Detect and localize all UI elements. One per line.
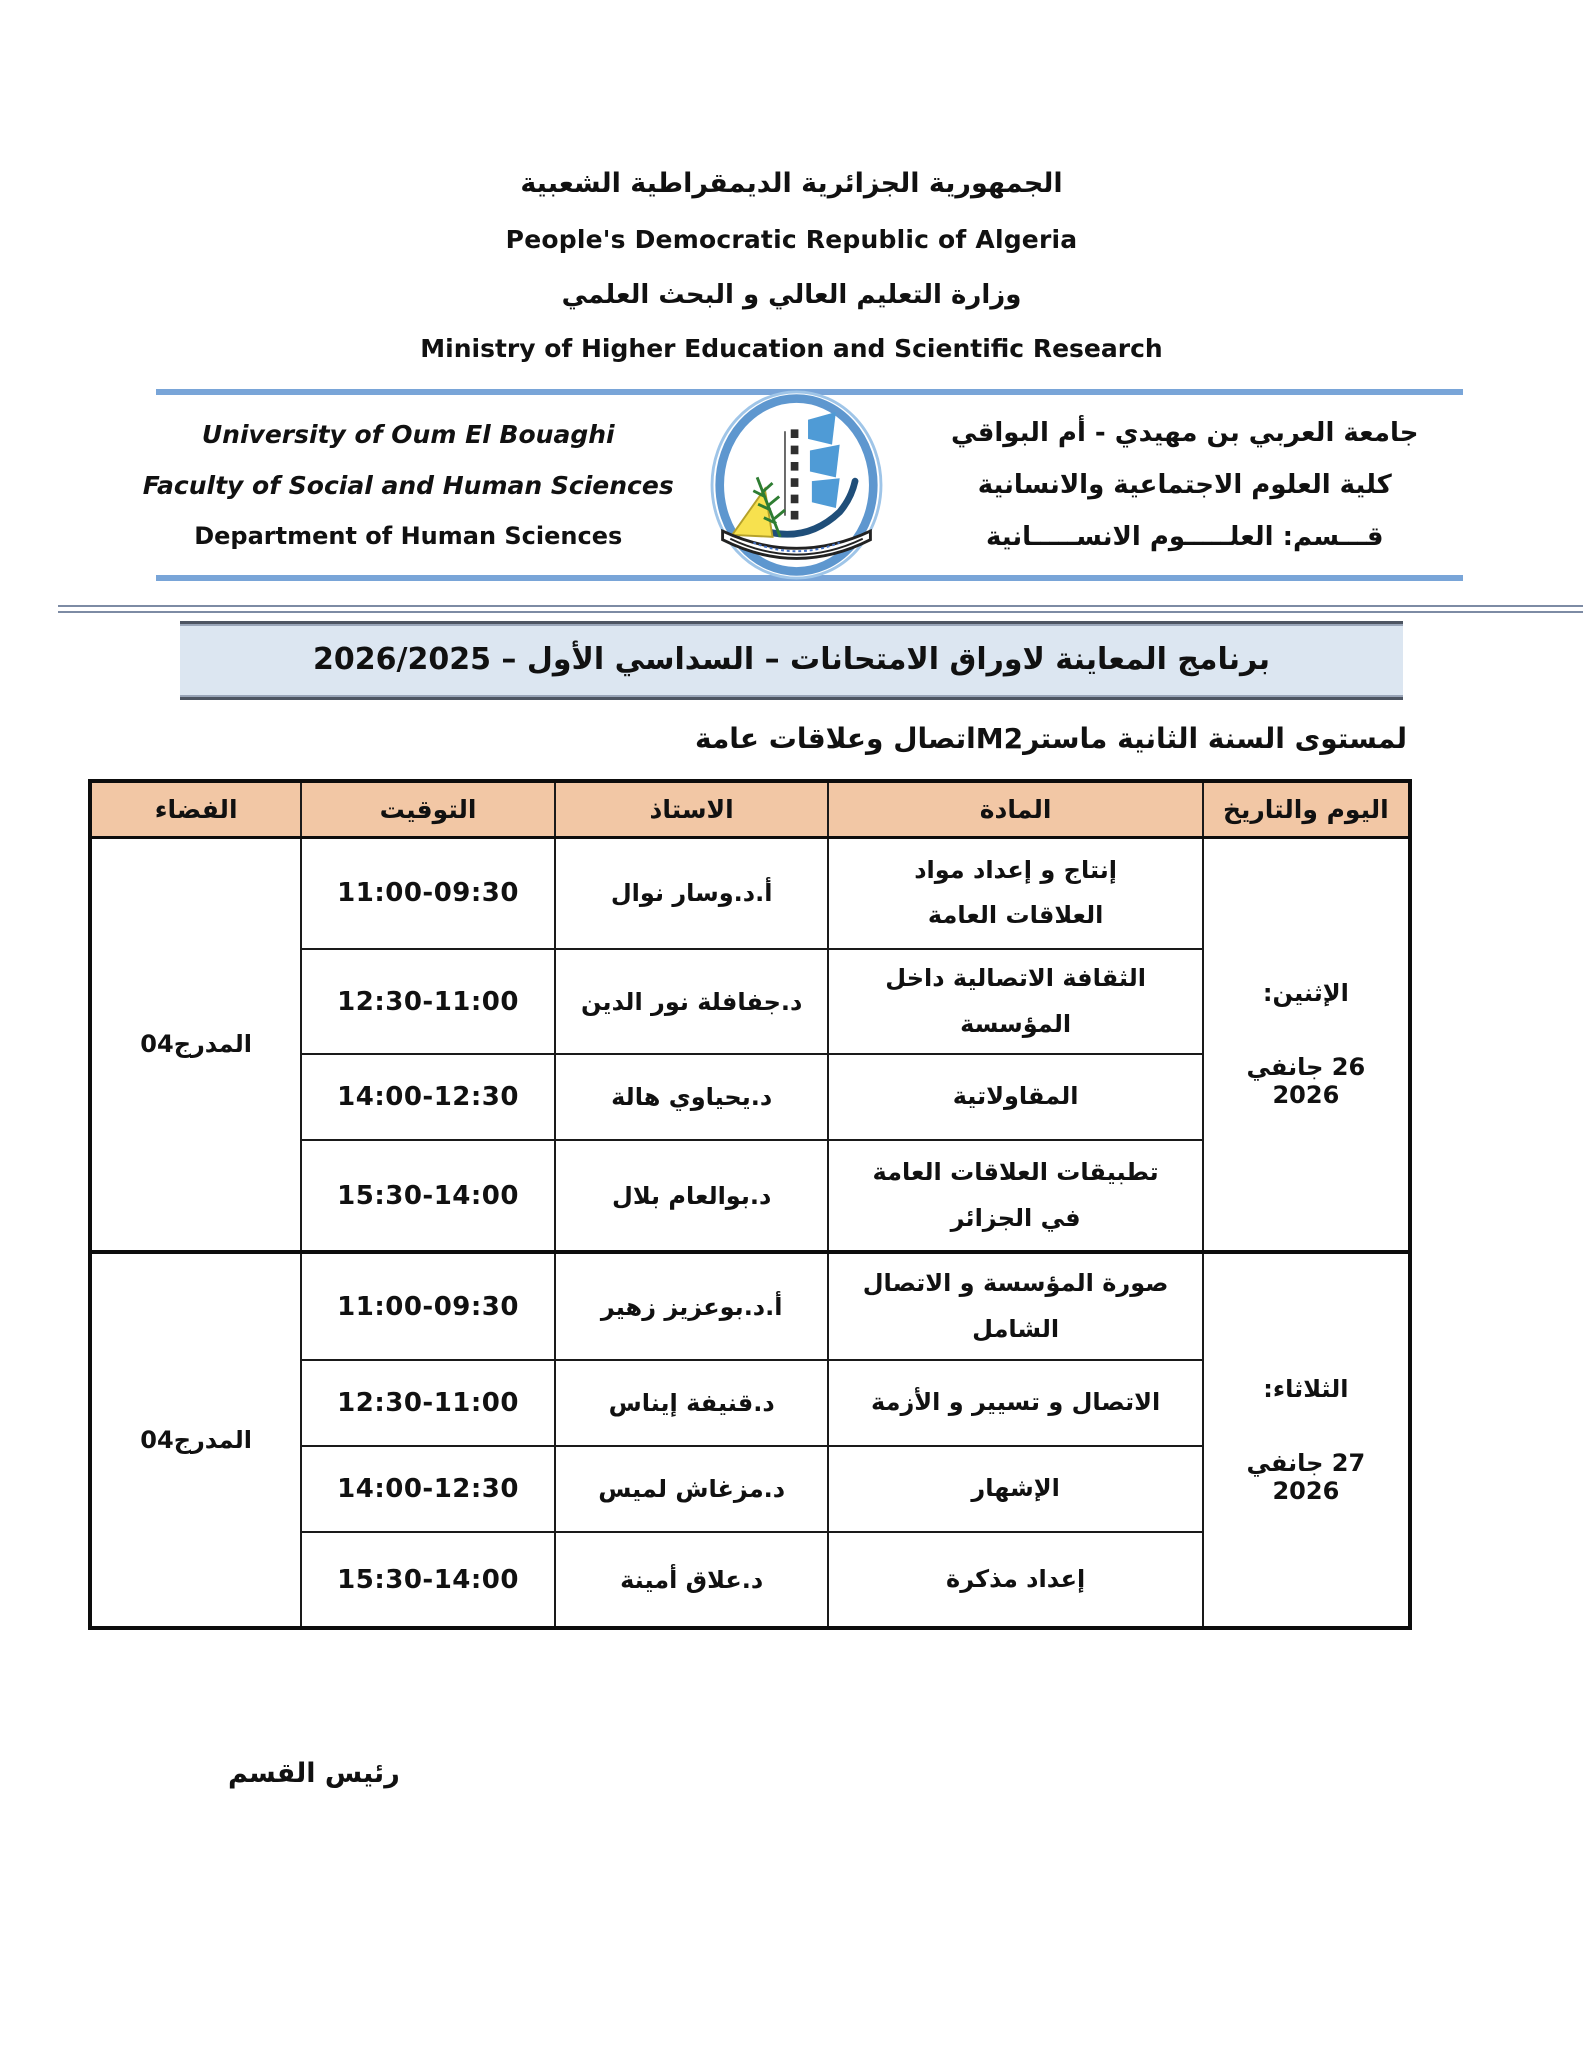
- time-cell: 11:00-09:30: [301, 837, 555, 949]
- subject-cell: الاتصال و تسيير و الأزمة: [828, 1360, 1202, 1446]
- header-room: الفضاء: [90, 781, 301, 837]
- header-professor: الاستاذ: [555, 781, 829, 837]
- professor-cell: د.بوالعام بلال: [555, 1140, 829, 1252]
- header-subject: المادة: [828, 781, 1202, 837]
- exam-schedule-table: [88, 779, 1412, 1630]
- header-day-date: اليوم والتاريخ: [1203, 781, 1410, 837]
- professor-cell: د.علاق أمينة: [555, 1532, 829, 1628]
- program-title-bar: [180, 621, 1403, 700]
- time-cell: 14:00-12:30: [301, 1054, 555, 1140]
- day-label: الإثنين:: [1262, 979, 1349, 1008]
- room-cell-monday: المدرج04: [90, 837, 301, 1252]
- subject-cell: الإشهار: [828, 1446, 1202, 1532]
- time-cell: 11:00-09:30: [301, 1252, 555, 1360]
- program-title: برنامج المعاينة لاوراق الامتحانات – السداسي الأول – 2026/2025: [313, 642, 1270, 677]
- table-row: [90, 837, 1410, 949]
- institution-arabic-block: [907, 418, 1464, 552]
- subject-cell: تطبيقات العلاقات العامة في الجزائر: [828, 1140, 1202, 1252]
- department-name-english: Department of Human Sciences: [194, 522, 623, 550]
- professor-cell: د.مزغاش لميس: [555, 1446, 829, 1532]
- time-cell: 12:30-11:00: [301, 1360, 555, 1446]
- double-rule: [58, 605, 1583, 613]
- document-header: [0, 0, 1583, 363]
- subject-cell: المقاولاتية: [828, 1054, 1202, 1140]
- department-name-arabic: قـــسم: العلـــــوم الانســـــانية: [985, 522, 1384, 552]
- university-name-english: University of Oum El Bouaghi: [201, 420, 615, 449]
- table-header-row: [90, 781, 1410, 837]
- time-cell: 14:00-12:30: [301, 1446, 555, 1532]
- professor-cell: أ.د.بوعزيز زهير: [555, 1252, 829, 1360]
- day-label: الثلاثاء:: [1263, 1375, 1349, 1404]
- subject-cell: إعداد مذكرة: [828, 1532, 1202, 1628]
- table-row: [90, 1252, 1410, 1360]
- ministry-title-arabic: وزارة التعليم العالي و البحث العلمي: [561, 280, 1022, 310]
- time-cell: 15:30-14:00: [301, 1532, 555, 1628]
- department-head-signature: رئيس القسم: [228, 1758, 400, 1790]
- day-date: 26 جانفي 2026: [1246, 1053, 1366, 1110]
- header-time: التوقيت: [301, 781, 555, 837]
- republic-title-english: People's Democratic Republic of Algeria: [505, 225, 1078, 254]
- time-cell: 15:30-14:00: [301, 1140, 555, 1252]
- level-subtitle: لمستوى السنة الثانية ماسترM2اتصال وعلاقات عامة: [694, 722, 1407, 755]
- time-cell: 12:30-11:00: [301, 949, 555, 1054]
- subject-cell: صورة المؤسسة و الاتصال الشامل: [828, 1252, 1202, 1360]
- subject-cell: الثقافة الاتصالية داخل المؤسسة: [828, 949, 1202, 1054]
- room-cell-tuesday: المدرج04: [90, 1252, 301, 1628]
- faculty-name-arabic: كلية العلوم الاجتماعية والانسانية: [977, 470, 1392, 500]
- university-logo: [687, 389, 907, 581]
- institution-english-block: [130, 420, 687, 550]
- professor-cell: د.جفافلة نور الدين: [555, 949, 829, 1054]
- university-emblem-icon: [694, 389, 899, 581]
- ministry-title-english: Ministry of Higher Education and Scientific Research: [420, 334, 1163, 363]
- professor-cell: أ.د.وسار نوال: [555, 837, 829, 949]
- faculty-name-english: Faculty of Social and Human Sciences: [142, 471, 674, 500]
- professor-cell: د.يحياوي هالة: [555, 1054, 829, 1140]
- institution-band: [130, 395, 1463, 575]
- university-name-arabic: جامعة العربي بن مهيدي - أم البواقي: [951, 418, 1419, 448]
- subject-cell: إنتاج و إعداد مواد العلاقات العامة: [828, 837, 1202, 949]
- republic-title-arabic: الجمهورية الجزائرية الديمقراطية الشعبية: [520, 168, 1063, 199]
- day-date: 27 جانفي 2026: [1246, 1449, 1366, 1506]
- professor-cell: د.قنيفة إيناس: [555, 1360, 829, 1446]
- day-cell-monday: [1203, 837, 1410, 1252]
- day-cell-tuesday: [1203, 1252, 1410, 1628]
